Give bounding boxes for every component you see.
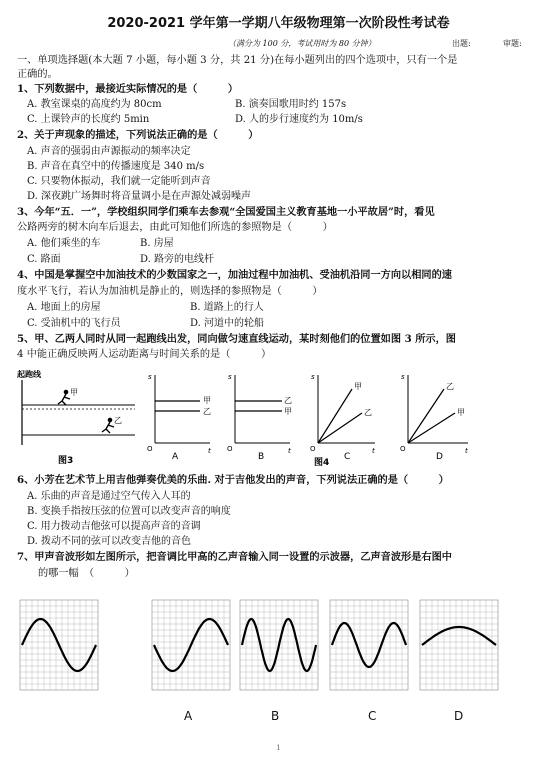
- page-number: 1: [276, 744, 281, 752]
- setter-label: 出题:: [452, 39, 471, 48]
- svg-text:s: s: [401, 373, 405, 381]
- q5-stem: 5、甲、乙两人同时从同一起跑线出发，同向做匀速直线运动，某时刻他们的位置如图 3 所示，图: [17, 333, 456, 345]
- svg-text:C: C: [344, 452, 351, 462]
- wave-option-d: [420, 600, 498, 690]
- q2-option-c: C. 只要物体振动，我们就一定能听到声音: [27, 176, 211, 187]
- q3-stem-cont: 公路两旁的树木向车后退去，由此可知他们所选的参照物是（ ）: [17, 222, 333, 233]
- svg-text:D: D: [436, 452, 443, 462]
- wave-label-d: D: [454, 709, 464, 723]
- q2-stem: 2、关于声现象的描述，下列说法正确的是（ ）: [17, 129, 259, 141]
- exam-meta: （满分为 100 分，考试用时为 80 分钟）: [228, 39, 376, 48]
- exam-title: 2020-2021 学年第一学期八年级物理第一次阶段性考试卷: [107, 16, 450, 31]
- q6-option-b: B. 变换手指按压弦的位置可以改变声音的响度: [27, 506, 231, 517]
- svg-text:乙: 乙: [364, 408, 372, 417]
- q4-option-a: A. 地面上的房屋: [27, 302, 101, 313]
- svg-text:甲: 甲: [354, 382, 362, 391]
- q4-option-b: B. 道路上的行人: [190, 302, 264, 313]
- q1-option-b: B. 演奏国歌用时约 157s: [235, 99, 347, 110]
- svg-text:甲: 甲: [457, 408, 465, 417]
- q3-option-b: B. 房屋: [140, 238, 174, 249]
- q4-option-d: D. 河道中的轮船: [190, 318, 265, 329]
- wave-option-a: [152, 600, 230, 690]
- svg-text:s: s: [311, 373, 315, 381]
- q5-figures: [0, 365, 557, 470]
- q2-option-a: A. 声音的强弱由声源振动的频率决定: [27, 146, 191, 157]
- svg-text:乙: 乙: [446, 382, 454, 391]
- q5-stem-cont: 4 中能正确反映两人运动距离与时间关系的是（ ）: [17, 349, 272, 360]
- svg-text:乙: 乙: [203, 407, 211, 416]
- graph-b: [227, 373, 292, 462]
- wave-label-a: A: [184, 709, 193, 723]
- runner-jia-label: 甲: [70, 388, 78, 397]
- svg-text:甲: 甲: [203, 396, 211, 405]
- svg-text:O: O: [227, 445, 233, 453]
- q1-stem: 1、下列数据中，最接近实际情况的是（ ）: [17, 83, 239, 95]
- q1-option-d: D. 人的步行速度约为 10m/s: [235, 114, 363, 125]
- start-line-label: 起跑线: [17, 370, 41, 379]
- q2-option-d: D. 深夜跳广场舞时将音量调小是在声源处减弱噪声: [27, 191, 252, 202]
- graph-c: [310, 373, 375, 462]
- fig4-caption: 图4: [314, 458, 330, 468]
- reviewer-label: 审题:: [503, 39, 522, 48]
- svg-text:B: B: [258, 452, 265, 462]
- q1-option-c: C. 上课铃声的长度约 5min: [27, 114, 150, 125]
- q7-stem: 7、甲声音波形如左图所示，把音调比甲高的乙声音输入同一设置的示波器，乙声音波形是右图中: [17, 551, 452, 563]
- runner-jia-icon: [58, 390, 70, 405]
- q3-stem: 3、今年“五．一”，学校组织同学们乘车去参观“全国爱国主义教育基地一小平故居”时，看见: [17, 206, 435, 218]
- q7-waveforms: [0, 596, 557, 696]
- q3-option-d: D. 路旁的电线杆: [140, 254, 215, 265]
- runner-yi-icon: [102, 418, 114, 433]
- q6-option-a: A. 乐曲的声音是通过空气传入人耳的: [27, 491, 191, 502]
- section-heading-cont: 正确的。: [17, 69, 58, 80]
- svg-text:s: s: [148, 373, 152, 381]
- wave-option-b: [240, 600, 318, 690]
- runner-yi-label: 乙: [114, 416, 122, 425]
- svg-text:乙: 乙: [284, 396, 292, 405]
- q6-stem: 6、小芳在艺术节上用吉他弹奏优美的乐曲. 对于吉他发出的声音，下列说法正确的是（ ）: [17, 474, 449, 486]
- svg-text:t: t: [288, 447, 291, 455]
- svg-text:O: O: [400, 445, 406, 453]
- wave-reference-jia: [20, 600, 98, 690]
- q4-option-c: C. 受油机中的飞行员: [27, 318, 121, 329]
- q7-stem-cont: 的哪一幅 （ ）: [38, 568, 135, 579]
- q4-stem-cont: 度水平飞行，若认为加油机是静止的，则选择的参照物是（ ）: [17, 286, 323, 297]
- q3-option-c: C. 路面: [27, 254, 61, 265]
- svg-text:O: O: [147, 445, 153, 453]
- svg-text:O: O: [310, 445, 316, 453]
- graph-a: [147, 373, 211, 462]
- fig3-caption: 图3: [58, 456, 74, 466]
- q6-option-c: C. 用力拨动吉他弦可以提高声音的音调: [27, 521, 201, 532]
- svg-text:t: t: [372, 447, 375, 455]
- svg-text:A: A: [172, 452, 179, 462]
- q3-option-a: A. 他们乘坐的车: [27, 238, 101, 249]
- svg-text:s: s: [228, 373, 232, 381]
- wave-option-c: [330, 600, 408, 690]
- svg-text:t: t: [465, 447, 468, 455]
- wave-label-b: B: [271, 709, 280, 723]
- graph-d: [400, 373, 468, 462]
- q6-option-d: D. 拨动不同的弦可以改变吉他的音色: [27, 536, 192, 547]
- q1-option-a: A. 教室课桌的高度约为 80cm: [27, 99, 162, 110]
- q4-stem: 4、中国是掌握空中加油技术的少数国家之一，加油过程中加油机、受油机沿同一方向以相同的速: [17, 269, 452, 281]
- section-heading: 一、单项选择题(本大题 7 小题，每小题 3 分，共 21 分)在每小题列出的四个选项中，只有一个是: [17, 55, 458, 66]
- wave-label-c: C: [368, 709, 377, 723]
- svg-text:甲: 甲: [284, 407, 292, 416]
- q2-option-b: B. 声音在真空中的传播速度是 340 m/s: [27, 161, 205, 172]
- svg-text:t: t: [208, 447, 211, 455]
